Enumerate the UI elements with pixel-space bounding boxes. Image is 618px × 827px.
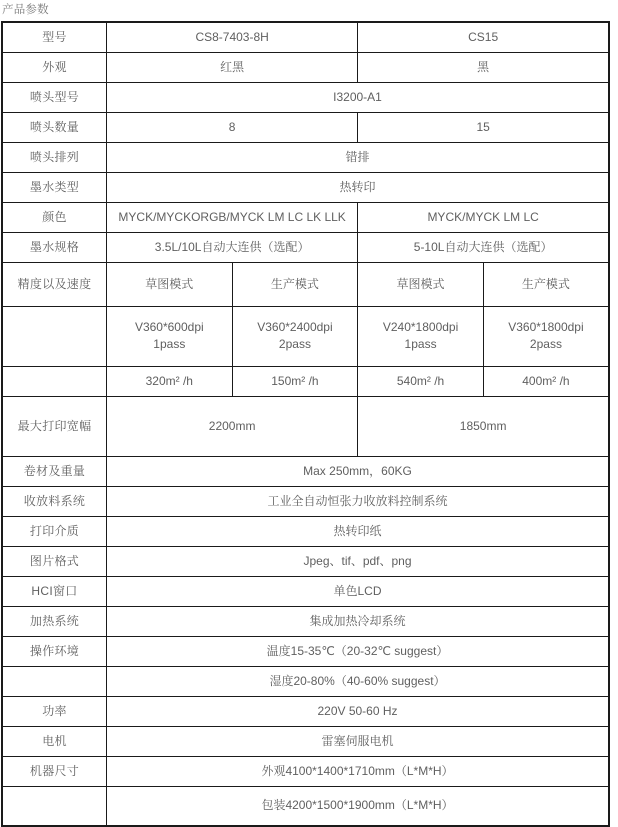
resolution-dpi: V360*2400dpi bbox=[257, 320, 333, 334]
table-row bbox=[2, 202, 609, 232]
row-value-full: 湿度20-80%（40-60% suggest） bbox=[107, 666, 610, 696]
table-row bbox=[2, 232, 609, 262]
row-value-left: 2200mm bbox=[107, 396, 358, 456]
row-label: 卷材及重量 bbox=[2, 456, 107, 486]
row-label: 型号 bbox=[2, 22, 107, 52]
spec-table-body bbox=[2, 22, 609, 826]
speed-value-1: 320m² /h bbox=[107, 366, 233, 396]
row-value-left: CS8-7403-8H bbox=[107, 22, 358, 52]
row-label: 外观 bbox=[2, 52, 107, 82]
table-row bbox=[2, 666, 609, 696]
table-row bbox=[2, 142, 609, 172]
row-value-right: MYCK/MYCK LM LC bbox=[358, 202, 609, 232]
table-row bbox=[2, 172, 609, 202]
row-label: 收放料系统 bbox=[2, 486, 107, 516]
table-row bbox=[2, 636, 609, 666]
resolution-dpi: V360*1800dpi bbox=[508, 320, 584, 334]
row-value-full: 雷塞伺服电机 bbox=[107, 726, 610, 756]
table-row bbox=[2, 52, 609, 82]
resolution-cell-2 bbox=[232, 306, 358, 366]
page-title: 产品参数 bbox=[2, 4, 49, 16]
resolution-cell-1 bbox=[107, 306, 233, 366]
speed-value-3: 540m² /h bbox=[358, 366, 484, 396]
resolution-cell-4 bbox=[483, 306, 609, 366]
row-value-full: 错排 bbox=[107, 142, 610, 172]
row-label: 加热系统 bbox=[2, 606, 107, 636]
row-value-full: Max 250mm，60KG bbox=[107, 456, 610, 486]
resolution-pass: 2pass bbox=[529, 337, 562, 351]
table-row bbox=[2, 82, 609, 112]
row-value-full: 温度15-35℃（20-32℃ suggest） bbox=[107, 636, 610, 666]
row-value-full: 热转印纸 bbox=[107, 516, 610, 546]
row-label: 打印介质 bbox=[2, 516, 107, 546]
speed-value-2: 150m² /h bbox=[232, 366, 358, 396]
table-row-resolution bbox=[2, 306, 609, 366]
product-spec-table bbox=[1, 21, 610, 827]
row-value-right: CS15 bbox=[358, 22, 609, 52]
row-value-full: 单色LCD bbox=[107, 576, 610, 606]
table-row bbox=[2, 486, 609, 516]
speed-mode-2: 生产模式 bbox=[232, 262, 358, 306]
speed-mode-1: 草图模式 bbox=[107, 262, 233, 306]
row-label: 喷头排列 bbox=[2, 142, 107, 172]
row-value-right: 5-10L自动大连供（选配） bbox=[358, 232, 609, 262]
row-label: 墨水类型 bbox=[2, 172, 107, 202]
row-label-accuracy-speed: 精度以及速度 bbox=[2, 262, 107, 306]
table-row-speed-modes bbox=[2, 262, 609, 306]
row-value-full: 热转印 bbox=[107, 172, 610, 202]
row-label: 操作环境 bbox=[2, 636, 107, 666]
row-value-left: 3.5L/10L自动大连供（选配） bbox=[107, 232, 358, 262]
resolution-dpi: V360*600dpi bbox=[134, 320, 204, 334]
table-row bbox=[2, 456, 609, 486]
row-value-full: 工业全自动恒张力收放料控制系统 bbox=[107, 486, 610, 516]
table-row bbox=[2, 112, 609, 142]
table-row bbox=[2, 786, 609, 826]
row-value-left: 8 bbox=[107, 112, 358, 142]
row-value-full: 集成加热冷却系统 bbox=[107, 606, 610, 636]
row-value-left: MYCK/MYCKORGB/MYCK LM LC LK LLK bbox=[107, 202, 358, 232]
row-label: 机器尺寸 bbox=[2, 756, 107, 786]
row-label: 墨水规格 bbox=[2, 232, 107, 262]
row-value-full: Jpeg、tif、pdf、png bbox=[107, 546, 610, 576]
row-value-right: 黑 bbox=[358, 52, 609, 82]
row-value-full: 外观4100*1400*1710mm（L*M*H） bbox=[107, 756, 610, 786]
row-label: 喷头型号 bbox=[2, 82, 107, 112]
resolution-dpi: V240*1800dpi bbox=[382, 320, 459, 334]
row-label: HCI窗口 bbox=[2, 576, 107, 606]
table-row bbox=[2, 516, 609, 546]
resolution-pass: 2pass bbox=[278, 337, 311, 351]
speed-mode-3: 草图模式 bbox=[358, 262, 484, 306]
row-value-right: 15 bbox=[358, 112, 609, 142]
resolution-cell-3 bbox=[358, 306, 484, 366]
row-label-empty bbox=[2, 306, 107, 366]
table-row bbox=[2, 396, 609, 456]
row-label: 最大打印宽幅 bbox=[2, 396, 107, 456]
row-value-full: 包装4200*1500*1900mm（L*M*H） bbox=[107, 786, 610, 826]
resolution-pass: 1pass bbox=[153, 337, 186, 351]
row-label bbox=[2, 786, 107, 826]
table-row bbox=[2, 22, 609, 52]
table-row bbox=[2, 726, 609, 756]
row-label: 电机 bbox=[2, 726, 107, 756]
table-row bbox=[2, 606, 609, 636]
table-row bbox=[2, 576, 609, 606]
row-value-left: 红黑 bbox=[107, 52, 358, 82]
row-label: 功率 bbox=[2, 696, 107, 726]
row-value-right: 1850mm bbox=[358, 396, 609, 456]
resolution-pass: 1pass bbox=[404, 337, 437, 351]
table-row bbox=[2, 756, 609, 786]
speed-mode-4: 生产模式 bbox=[483, 262, 609, 306]
row-value-full: I3200-A1 bbox=[107, 82, 610, 112]
row-label-empty bbox=[2, 366, 107, 396]
row-label: 颜色 bbox=[2, 202, 107, 232]
row-label bbox=[2, 666, 107, 696]
row-label: 喷头数量 bbox=[2, 112, 107, 142]
speed-value-4: 400m² /h bbox=[483, 366, 609, 396]
row-label: 图片格式 bbox=[2, 546, 107, 576]
table-row bbox=[2, 696, 609, 726]
table-row-speed bbox=[2, 366, 609, 396]
table-row bbox=[2, 546, 609, 576]
row-value-full: 220V 50-60 Hz bbox=[107, 696, 610, 726]
